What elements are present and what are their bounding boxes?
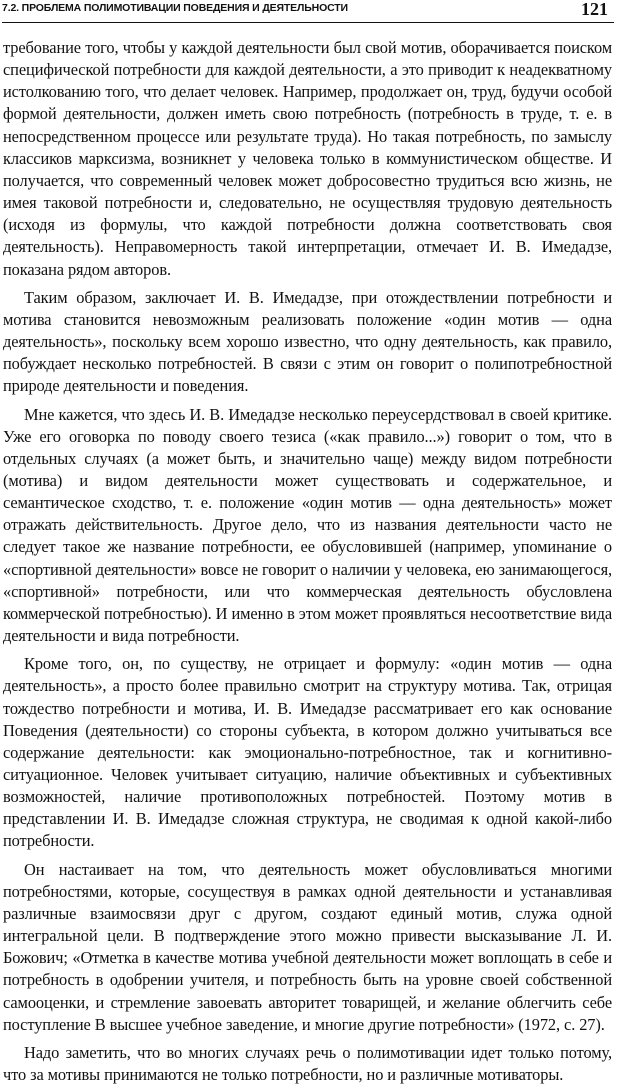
paragraph-1: требование того, чтобы у каждой деятельности был свой мотив, оборачивается поиском специфической потребности для каждой деятельности, а это приводит к неадекватному истолкованию того, что делает человек. Например, продолжает он, труд, будучи особой формой деятельности, должен иметь свою потребность (потребность в труде, т. е. в непосредственном процессе или результате труда). Но такая потребность, по замыслу классиков марксизма, возникнет у человека только в коммунистическом обществе. И получается, что современный человек может добросовестно трудиться всю жизнь, не имея таковой потребности и, следовательно, не осуществляя трудовую деятельность (исходя из формулы, что каждой потребности должна соответствовать своя деятельность). Неправомерность такой интерпретации, отмечает И. В. Имедадзе, показана рядом авторов. xyxy=(3,38,612,279)
body-text xyxy=(3,37,612,1086)
paragraph-4: Кроме того, он, по существу, не отрицает и формулу: «один мотив — одна деятельность», а просто более правильно смотрит на структуру мотива. Так, отрицая тождество потребности и мотива, И. В. Имедадзе рассматривает его как основание Поведения (деятельности) со стороны субъекта, в котором должно учитываться все содержание деятельности: как эмоционально-потребностное, так и когнитивно-ситуационное. Человек учитывает ситуацию, наличие объективных и субъективных возможностей, наличие противоположных потребностей. Поэтому мотив в представлении И. В. Имедадзе сложная структура, не сводимая к одной какой-либо потребности. xyxy=(3,654,612,851)
page-number: 121 xyxy=(581,0,608,19)
section-title: 7.2. ПРОБЛЕМА ПОЛИМОТИВАЦИИ ПОВЕДЕНИЯ И ДЕЯТЕЛЬНОСТИ xyxy=(2,2,348,14)
paragraph-3: Мне кажется, что здесь И. В. Имедадзе несколько переусердствовал в своей критике. Уже его оговорка по поводу своего тезиса («как правило...») говорит о том, что в отдельных случаях (а может быть, и значительно чаще) между видом потребности (мотива) и видом деятельности может существовать и содержательное, и семантическое сходство, т. е. положение «один мотив — одна деятельность» может отражать действительность. Другое дело, что из названия деятельности часто не следует такое же название потребности, ее обусловившей (например, упоминание о «спортивной деятельности» вовсе не говорит о наличии у человека, ею занимающегося, «спортивной» потребности, или что коммерческая деятельность обусловлена коммерческой потребностью). И именно в этом может проявляться несоответствие вида деятельности и вида потребности. xyxy=(3,404,612,646)
paragraph-5: Он настаивает на том, что деятельность может обусловливаться многими потребностями, которые, сосуществуя в рамках одной деятельности и устанавливая различные взаимосвязи друг с другом, создают единый мотив, служа одной интегральной цели. В подтверждение этого можно привести высказывание Л. И. Божович; «Отметка в качестве мотива учебной деятельности может воплощать в себе и потребность в одобрении учителя, и потребность быть на уровне своей собственной самооценки, и стремление завоевать авторитет товарищей, и желание облегчить себе поступление В высшее учебное заведение, и многие другие потребности» (1972, с. 27). xyxy=(3,859,612,1034)
paragraph-2: Таким образом, заключает И. В. Имедадзе, при отождествлении потребности и мотива становится невозможным реализовать положение «один мотив — одна деятельность», поскольку всем хорошо известно, что одну деятельность, как правило, побуждает несколько потребностей. В связи с этим он говорит о полипотребностной природе деятельности и поведения. xyxy=(3,287,612,396)
paragraph-6: Надо заметить, что во многих случаях речь о полимотивации идет только потому, что за мотивы принимаются не только потребности, но и различные мотиваторы. xyxy=(3,1042,612,1085)
running-header xyxy=(2,0,614,23)
